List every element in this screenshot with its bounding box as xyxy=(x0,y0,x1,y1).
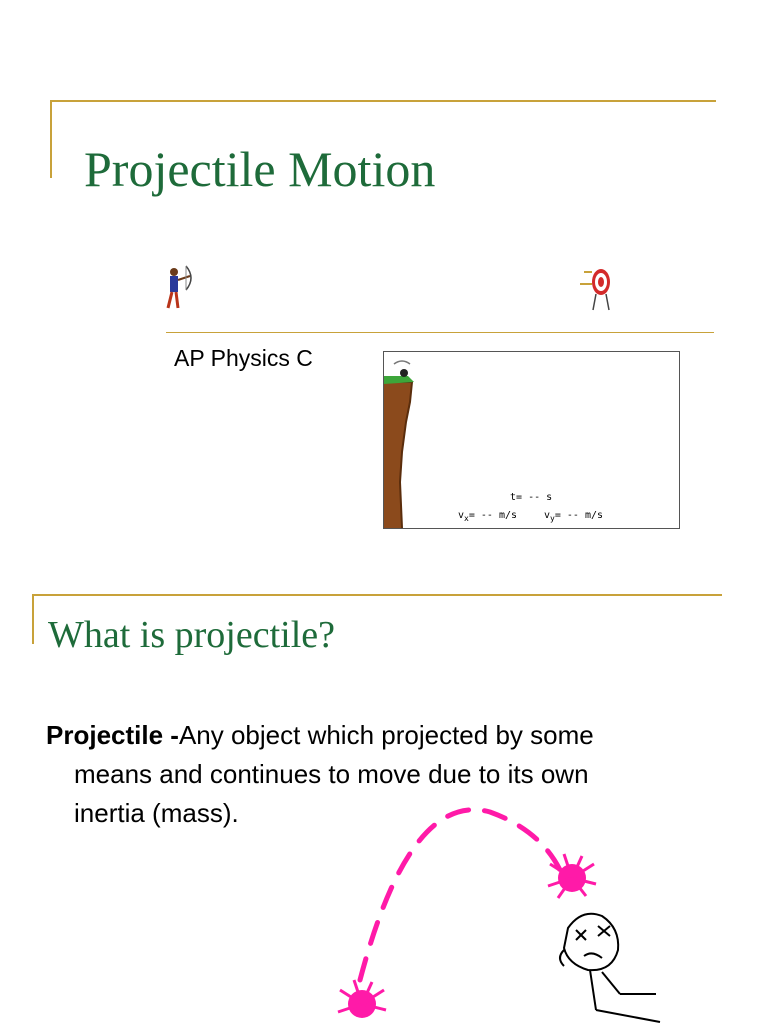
definition-line-2: means and continues to move due to its own xyxy=(74,759,589,789)
vx-subscript: x xyxy=(464,514,469,523)
stick-figure-icon xyxy=(560,914,660,1022)
vx-readout xyxy=(458,510,517,523)
archer-icon xyxy=(160,264,196,312)
splat-icon-bottom xyxy=(338,980,386,1018)
slide2-side-rule xyxy=(32,594,34,644)
vy-value: = -- m/s xyxy=(554,510,604,521)
vy-readout xyxy=(544,510,603,523)
slide1-side-rule xyxy=(50,100,52,178)
term-label: Projectile - xyxy=(46,720,179,750)
time-value: -- xyxy=(528,492,541,503)
definition-text-1: Any object which projected by some xyxy=(178,720,594,750)
vy-label: v xyxy=(544,510,551,521)
time-readout xyxy=(510,492,552,503)
definition-line-3: inertia (mass). xyxy=(74,798,239,828)
target-icon xyxy=(578,264,618,312)
slide1-top-rule xyxy=(50,100,716,102)
projectile-simulation xyxy=(383,351,680,529)
slide2-top-rule xyxy=(32,594,722,596)
cliff-icon xyxy=(384,352,424,528)
vx-label: v xyxy=(458,510,465,521)
time-unit: s xyxy=(546,492,553,503)
vx-value: = -- m/s xyxy=(468,510,518,521)
time-label: t= xyxy=(510,492,523,503)
slide1-divider xyxy=(166,332,714,333)
subtitle: AP Physics C xyxy=(174,345,313,371)
page-title: Projectile Motion xyxy=(84,141,436,197)
vy-subscript: y xyxy=(550,514,555,523)
projectile-illustration xyxy=(320,800,680,1024)
section-title: What is projectile? xyxy=(48,614,335,656)
trajectory-path xyxy=(360,810,560,980)
definition-line-1 xyxy=(46,720,594,750)
